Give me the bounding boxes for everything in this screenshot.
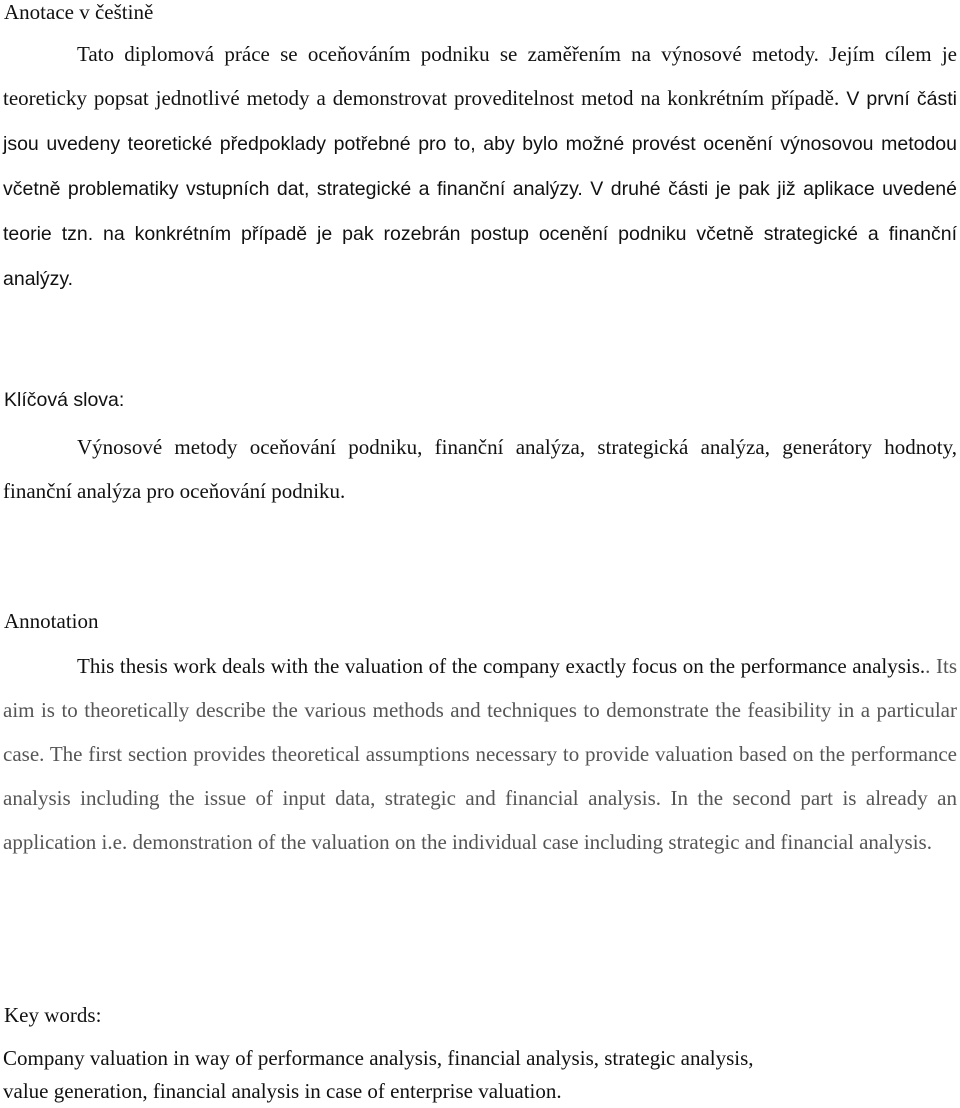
english-abstract-part-3: The first section provides theoretical assumptions necessary to provide valuation based on the performance analysis including the issue of input data, strategic and financial analysis. In the second part is already an application i.e. demonstration of the valuation on the individual case including strategic and financial analysis. [3, 742, 957, 854]
czech-keywords-text: Výnosové metody oceňování podniku, finanční analýza, strategická analýza, generátory hodnoty, finanční analýza pro oceňování podniku. [3, 435, 957, 503]
czech-keywords [3, 425, 957, 513]
english-abstract [3, 644, 957, 864]
english-keywords-line-2: value generation, financial analysis in case of enterprise valuation. [3, 1079, 562, 1103]
czech-abstract [3, 32, 957, 301]
english-abstract-part-1: This thesis work deals with the valuation of the company exactly focus on the performance analysis. [77, 654, 926, 678]
english-abstract-part-2: . Its aim is to theoretically describe the various methods and techniques to demonstrate the feasibility in a particular case. [3, 654, 957, 766]
czech-annotation-heading: Anotace v češtině [4, 0, 154, 24]
english-keywords-line-1: Company valuation in way of performance analysis, financial analysis, strategic analysis, [3, 1046, 754, 1070]
czech-abstract-part-1: Tato diplomová práce se oceňováním podniku se zaměřením na výnosové metody. Jejím cílem je teoreticky popsat jednotlivé metody a demonstrovat proveditelnost metod na konkrétním případě. [3, 42, 957, 110]
english-annotation-heading: Annotation [4, 609, 99, 633]
czech-keywords-heading: Klíčová slova: [4, 389, 125, 411]
english-keywords [3, 1042, 957, 1108]
english-keywords-heading: Key words: [4, 1003, 102, 1027]
czech-abstract-part-2: V první části jsou uvedeny teoretické předpoklady potřebné pro to, aby bylo možné provést ocenění výnosovou metodou včetně problematiky vstupních dat, strategické a finanční analýzy. V druhé části je pak již aplikace uvedené teorie tzn. na konkrétním případě je pak rozebrán postup ocenění podniku včetně strategické a finanční analýzy. [3, 88, 957, 290]
